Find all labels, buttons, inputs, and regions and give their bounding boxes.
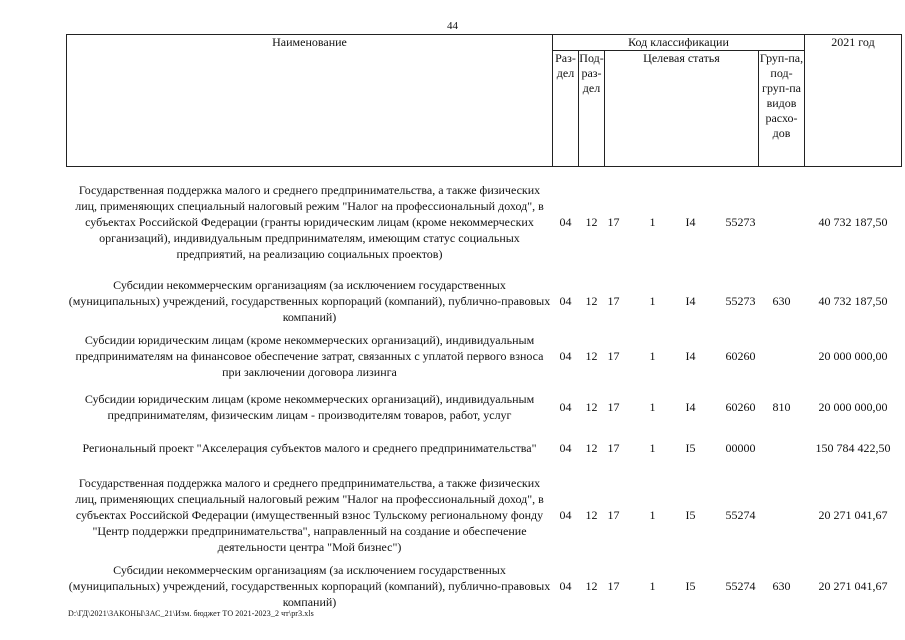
target-article-cs2: 1 bbox=[649, 440, 656, 455]
row-target-article bbox=[605, 325, 759, 387]
row-section: 04 bbox=[559, 440, 572, 455]
row-amount: 40 732 187,50 bbox=[818, 293, 888, 308]
target-article-cs4: 55273 bbox=[725, 293, 756, 308]
row-subsection: 12 bbox=[585, 293, 598, 308]
row-target-article bbox=[605, 387, 759, 427]
row-target-article bbox=[605, 469, 759, 561]
target-article-cs3: I4 bbox=[685, 399, 696, 414]
target-article-cs2: 1 bbox=[649, 293, 656, 308]
target-article-cs3: I4 bbox=[685, 293, 696, 308]
target-article-parts bbox=[605, 578, 759, 594]
row-expense-type bbox=[759, 167, 805, 277]
target-article-parts bbox=[605, 440, 759, 456]
target-article-cs1: 17 bbox=[607, 348, 620, 363]
target-article-cs1: 17 bbox=[607, 214, 620, 229]
header-target: Целевая статья bbox=[605, 51, 759, 167]
row-amount: 20 000 000,00 bbox=[818, 399, 888, 414]
row-expense-type: 630 bbox=[772, 293, 791, 308]
target-article-cs1: 17 bbox=[607, 507, 620, 522]
row-name: Региональный проект "Акселерация субъектов малого и среднего предпринимательства" bbox=[82, 440, 537, 455]
target-article-parts bbox=[605, 293, 759, 309]
row-amount: 40 732 187,50 bbox=[818, 214, 888, 229]
target-article-cs4: 60260 bbox=[725, 348, 756, 363]
table-row bbox=[67, 277, 902, 325]
row-section: 04 bbox=[559, 348, 572, 363]
row-name: Субсидии юридическим лицам (кроме некоммерческих организаций), индивидуальным предпринимателям на финансовое обеспечение затрат, связанных с уплатой первого взноса при заключении договора лизинга bbox=[75, 332, 544, 379]
row-section: 04 bbox=[559, 214, 572, 229]
row-name: Государственная поддержка малого и среднего предпринимательства, а также физических лиц, применяющих специальный налоговый режим "Налог на профессиональный доход", в субъектах Российской Федерации (гранты юридическим лицам (кроме некоммерческих организаций), индивидуальным предпринимателям, имеющим статус социальных предприятий, на реализацию социальных проектов) bbox=[75, 182, 544, 261]
header-group: Груп-па, под-груп-па видов расхо-дов bbox=[759, 51, 805, 167]
row-name: Субсидии некоммерческим организациям (за исключением государственных (муниципальных) учреждений, государственных корпораций (компаний), публично-правовых компаний) bbox=[68, 562, 551, 609]
row-expense-type bbox=[759, 427, 805, 469]
row-name: Государственная поддержка малого и среднего предпринимательства, а также физических лиц, применяющих специальный налоговый режим "Налог на профессиональный доход", в субъектах Российской Федерации (имущественный взнос Тульскому региональному фонду "Центр поддержки предпринимательства", направленный на создание и обеспечение деятельности центра "Мой бизнес") bbox=[75, 475, 544, 554]
row-target-article bbox=[605, 277, 759, 325]
target-article-parts bbox=[605, 399, 759, 415]
row-subsection: 12 bbox=[585, 214, 598, 229]
row-amount: 20 271 041,67 bbox=[818, 507, 888, 522]
target-article-cs2: 1 bbox=[649, 399, 656, 414]
target-article-cs2: 1 bbox=[649, 348, 656, 363]
target-article-cs1: 17 bbox=[607, 440, 620, 455]
table-row bbox=[67, 561, 902, 611]
target-article-cs2: 1 bbox=[649, 578, 656, 593]
row-amount: 20 000 000,00 bbox=[818, 348, 888, 363]
row-subsection: 12 bbox=[585, 578, 598, 593]
row-section: 04 bbox=[559, 578, 572, 593]
table-row bbox=[67, 387, 902, 427]
target-article-cs3: I5 bbox=[685, 578, 696, 593]
row-name: Субсидии некоммерческим организациям (за исключением государственных (муниципальных) учреждений, государственных корпораций (компаний), публично-правовых компаний) bbox=[68, 277, 551, 324]
row-expense-type: 630 bbox=[772, 578, 791, 593]
target-article-cs4: 55274 bbox=[725, 578, 756, 593]
budget-table bbox=[66, 34, 902, 611]
target-article-cs3: I5 bbox=[685, 440, 696, 455]
target-article-cs3: I5 bbox=[685, 507, 696, 522]
row-expense-type bbox=[759, 469, 805, 561]
file-path-footer: D:\ГД\2021\ЗАКОНЫ\ЗАС_21\Изм. бюджет ТО 2021-2023_2 чт\pr3.xls bbox=[68, 609, 314, 618]
table-row bbox=[67, 427, 902, 469]
row-section: 04 bbox=[559, 293, 572, 308]
row-name: Субсидии юридическим лицам (кроме некоммерческих организаций), индивидуальным предпринимателям, физическим лицам - производителям товаров, работ, услуг bbox=[84, 391, 535, 422]
row-subsection: 12 bbox=[585, 348, 598, 363]
target-article-cs2: 1 bbox=[649, 507, 656, 522]
header-section: Раз-дел bbox=[553, 51, 579, 167]
row-subsection: 12 bbox=[585, 399, 598, 414]
page-number: 44 bbox=[447, 20, 458, 32]
row-section: 04 bbox=[559, 507, 572, 522]
table-row bbox=[67, 469, 902, 561]
row-section: 04 bbox=[559, 399, 572, 414]
row-subsection: 12 bbox=[585, 440, 598, 455]
target-article-cs2: 1 bbox=[649, 214, 656, 229]
row-expense-type bbox=[759, 325, 805, 387]
table-row bbox=[67, 167, 902, 277]
target-article-cs3: I4 bbox=[685, 348, 696, 363]
header-subsection: Под-раз-дел bbox=[579, 51, 605, 167]
target-article-parts bbox=[605, 348, 759, 364]
row-target-article bbox=[605, 427, 759, 469]
target-article-cs1: 17 bbox=[607, 293, 620, 308]
header-name: Наименование bbox=[67, 35, 553, 167]
target-article-cs4: 55274 bbox=[725, 507, 756, 522]
row-subsection: 12 bbox=[585, 507, 598, 522]
row-expense-type: 810 bbox=[772, 399, 791, 414]
target-article-cs3: I4 bbox=[685, 214, 696, 229]
header-code: Код классификации bbox=[553, 35, 805, 51]
target-article-cs1: 17 bbox=[607, 399, 620, 414]
target-article-cs4: 00000 bbox=[725, 440, 756, 455]
row-target-article bbox=[605, 167, 759, 277]
target-article-cs4: 60260 bbox=[725, 399, 756, 414]
row-amount: 150 784 422,50 bbox=[815, 440, 891, 455]
target-article-cs4: 55273 bbox=[725, 214, 756, 229]
header-year: 2021 год bbox=[805, 35, 902, 167]
target-article-cs1: 17 bbox=[607, 578, 620, 593]
row-target-article bbox=[605, 561, 759, 611]
table-row bbox=[67, 325, 902, 387]
target-article-parts bbox=[605, 214, 759, 230]
target-article-parts bbox=[605, 507, 759, 523]
row-amount: 20 271 041,67 bbox=[818, 578, 888, 593]
